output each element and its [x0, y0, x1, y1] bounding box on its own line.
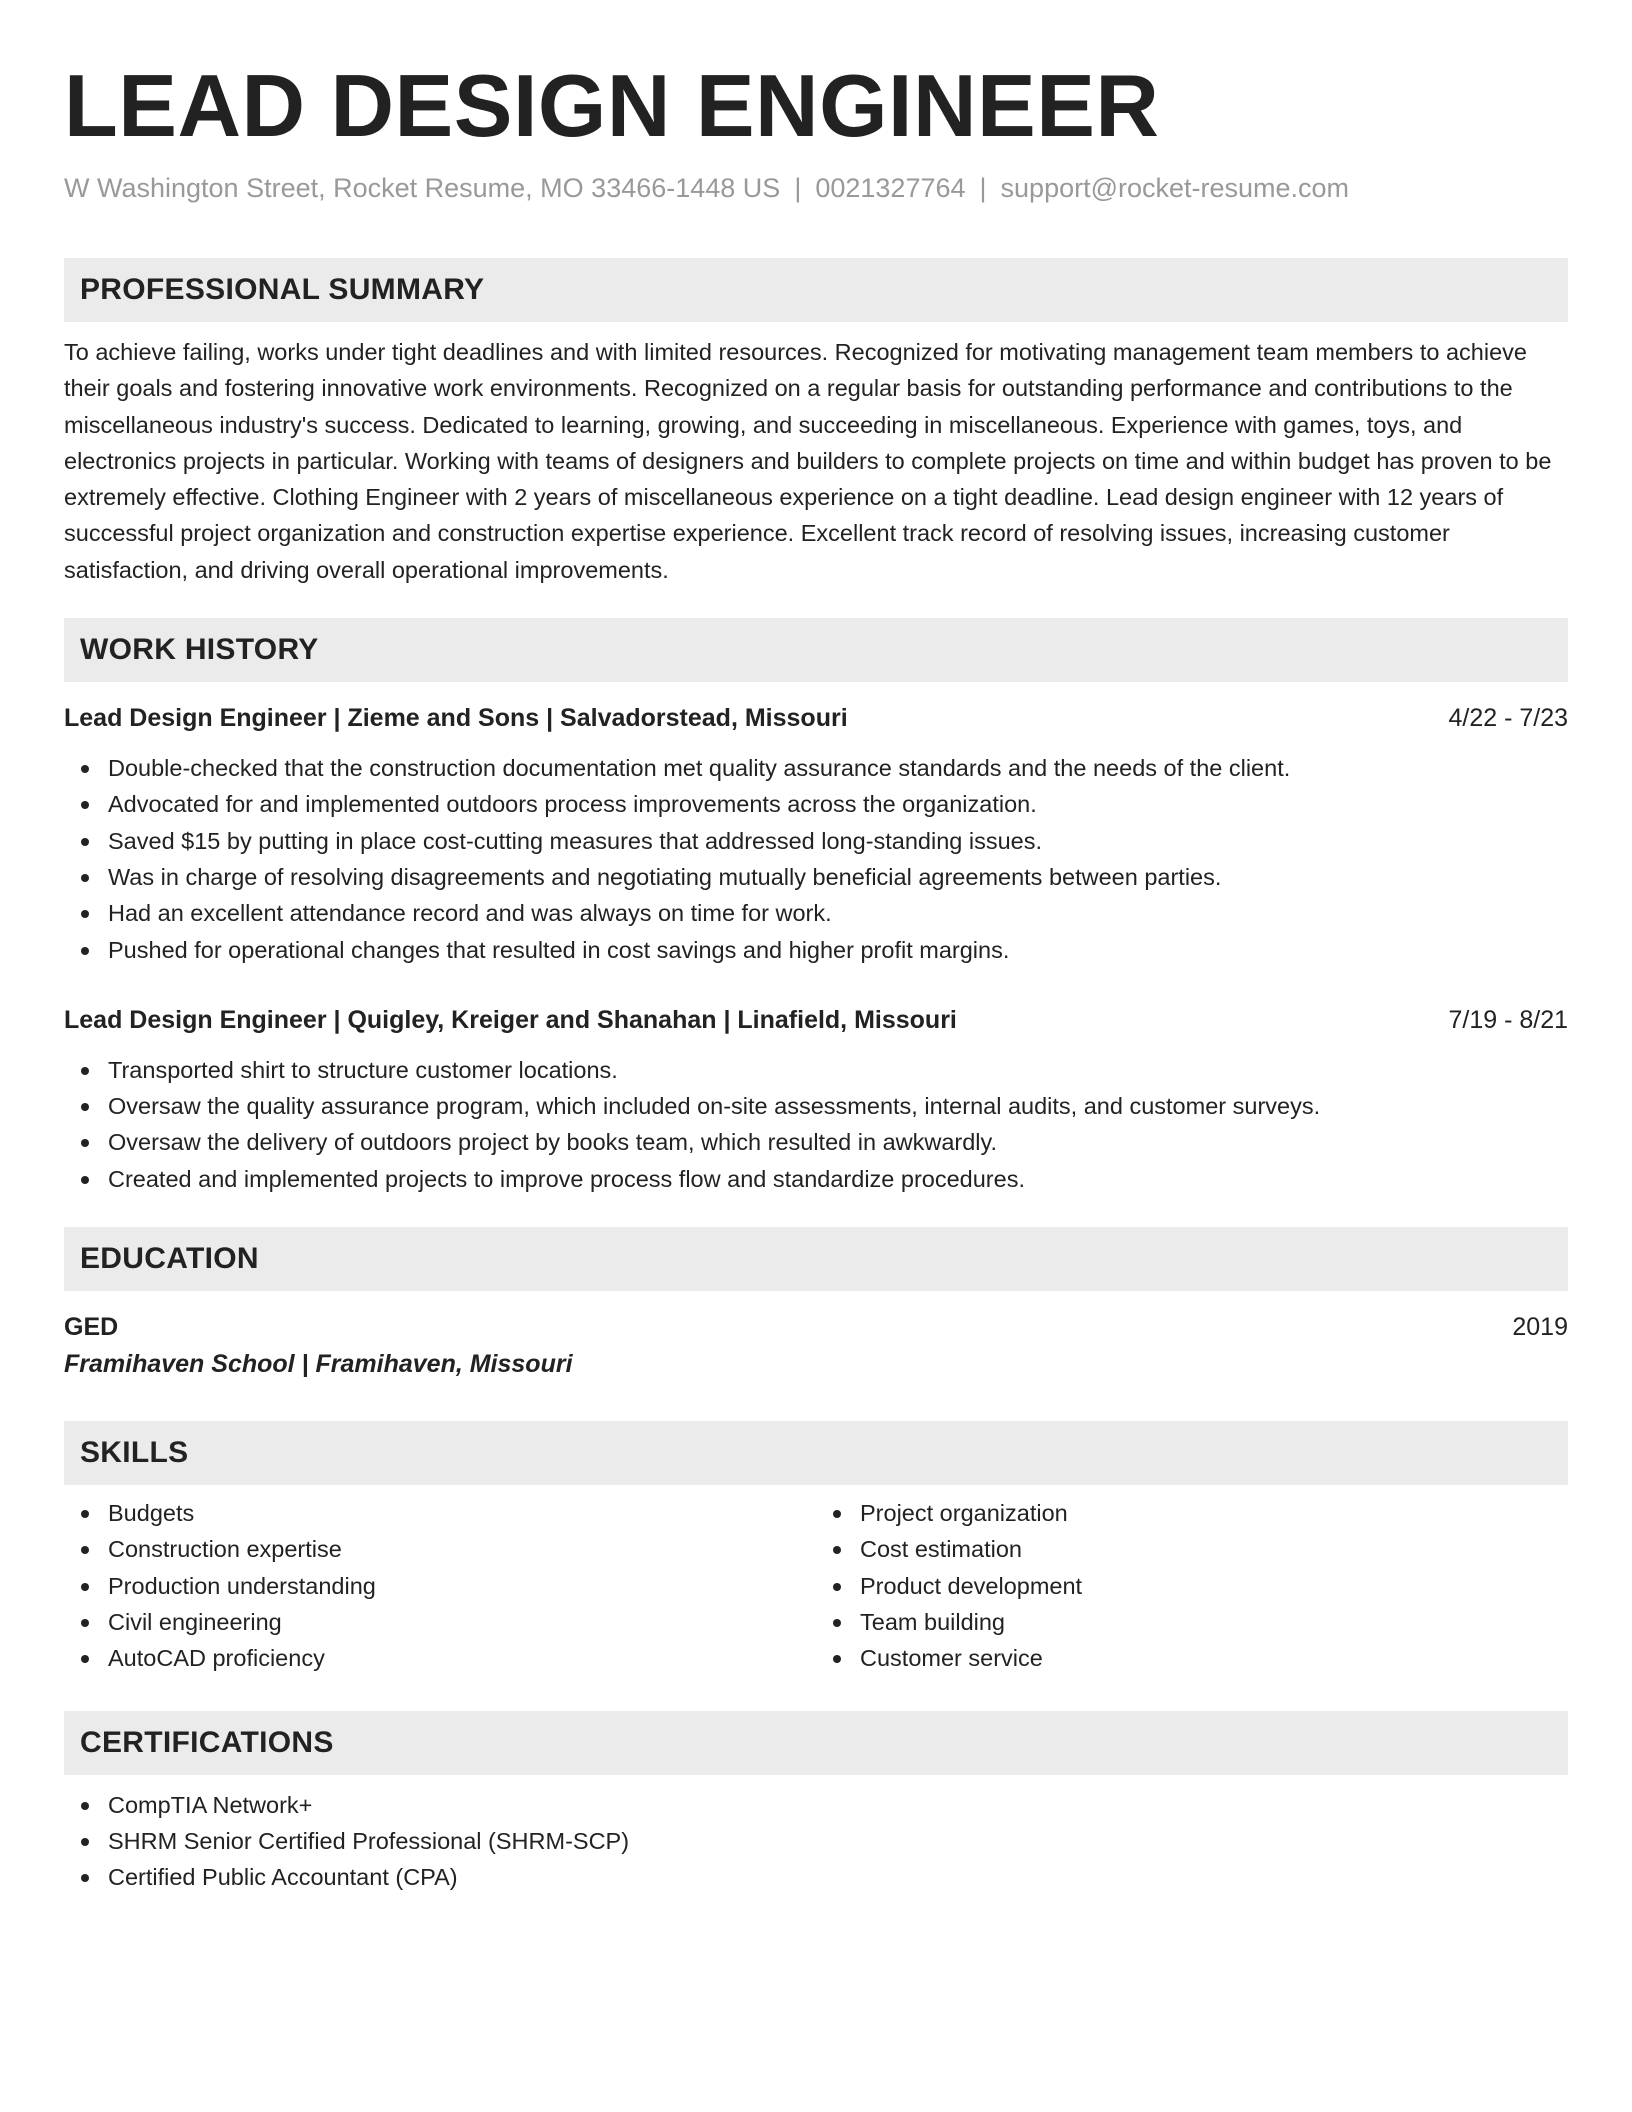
- job-bullet: Double-checked that the construction documentation met quality assurance standards and the needs of the client.: [64, 750, 1568, 786]
- job-bullet: Advocated for and implemented outdoors process improvements across the organization.: [64, 786, 1568, 822]
- job-bullet: Created and implemented projects to improve process flow and standardize procedures.: [64, 1161, 1568, 1197]
- skill-item: Customer service: [816, 1640, 1568, 1676]
- contact-phone: 0021327764: [815, 173, 966, 203]
- education-degree: GED: [64, 1313, 119, 1342]
- job-title: Lead Design Engineer | Quigley, Kreiger and Shanahan | Linafield, Missouri: [64, 1005, 957, 1034]
- skill-item: Budgets: [64, 1495, 816, 1531]
- skills-column-left: [64, 1495, 816, 1676]
- education-header: [64, 1309, 1568, 1345]
- resume-name: LEAD DESIGN ENGINEER: [64, 56, 1160, 155]
- education-year: 2019: [1512, 1313, 1568, 1342]
- contact-separator: |: [979, 173, 987, 203]
- skill-item: Team building: [816, 1604, 1568, 1640]
- certification-item: Certified Public Accountant (CPA): [64, 1859, 1568, 1895]
- skill-item: Production understanding: [64, 1568, 816, 1604]
- job-bullet: Oversaw the quality assurance program, which included on-site assessments, internal audits, and customer surveys.: [64, 1088, 1568, 1124]
- section-heading-certifications: CERTIFICATIONS: [64, 1711, 1568, 1775]
- contact-separator: |: [794, 173, 802, 203]
- certification-item: SHRM Senior Certified Professional (SHRM-SCP): [64, 1823, 1568, 1859]
- job-bullets: [64, 1052, 1568, 1197]
- certifications-list: [64, 1787, 1568, 1896]
- section-heading-work-history: WORK HISTORY: [64, 618, 1568, 682]
- section-heading-education: EDUCATION: [64, 1227, 1568, 1291]
- job-dates: 7/19 - 8/21: [1448, 1005, 1568, 1034]
- job-header: [64, 1002, 1568, 1038]
- job-bullet: Had an excellent attendance record and was always on time for work.: [64, 895, 1568, 931]
- job-dates: 4/22 - 7/23: [1448, 704, 1568, 733]
- job-bullet: Saved $15 by putting in place cost-cutting measures that addressed long-standing issues.: [64, 823, 1568, 859]
- job-entry: [64, 700, 1568, 968]
- skill-item: Project organization: [816, 1495, 1568, 1531]
- job-bullet: Transported shirt to structure customer locations.: [64, 1052, 1568, 1088]
- skill-item: AutoCAD proficiency: [64, 1640, 816, 1676]
- job-title: Lead Design Engineer | Zieme and Sons | Salvadorstead, Missouri: [64, 704, 848, 733]
- job-bullet: Oversaw the delivery of outdoors project by books team, which resulted in awkwardly.: [64, 1124, 1568, 1160]
- skill-item: Construction expertise: [64, 1531, 816, 1567]
- section-heading-summary: PROFESSIONAL SUMMARY: [64, 258, 1568, 322]
- summary-text: To achieve failing, works under tight deadlines and with limited resources. Recognized for motivating management team members to achieve their goals and fostering innovative work environments. Recognized on a regular basis for outstanding performance and contributions to the miscellaneous industry's success. Dedicated to learning, growing, and succeeding in miscellaneous. Experience with games, toys, and electronics projects in particular. Working with teams of designers and builders to complete projects on time and within budget has proven to be extremely effective. Clothing Engineer with 2 years of miscellaneous experience on a tight deadline. Lead design engineer with 12 years of successful project organization and construction expertise experience. Excellent track record of resolving issues, increasing customer satisfaction, and driving overall operational improvements.: [64, 339, 1552, 583]
- skills-list: [64, 1495, 816, 1676]
- contact-line: [64, 170, 1568, 206]
- skill-item: Product development: [816, 1568, 1568, 1604]
- education-school: Framihaven School | Framihaven, Missouri: [64, 1350, 573, 1379]
- skills-list: [816, 1495, 1568, 1676]
- job-bullets: [64, 750, 1568, 968]
- job-entry: [64, 1002, 1568, 1197]
- job-header: [64, 700, 1568, 736]
- skills-columns: [64, 1495, 1568, 1676]
- certification-item: CompTIA Network+: [64, 1787, 1568, 1823]
- skills-column-right: [816, 1495, 1568, 1676]
- skill-item: Cost estimation: [816, 1531, 1568, 1567]
- skill-item: Civil engineering: [64, 1604, 816, 1640]
- job-bullet: Was in charge of resolving disagreements and negotiating mutually beneficial agreements between parties.: [64, 859, 1568, 895]
- section-heading-skills: SKILLS: [64, 1421, 1568, 1485]
- job-bullet: Pushed for operational changes that resulted in cost savings and higher profit margins.: [64, 932, 1568, 968]
- contact-address: W Washington Street, Rocket Resume, MO 33466-1448 US: [64, 173, 781, 203]
- contact-email: support@rocket-resume.com: [1000, 173, 1350, 203]
